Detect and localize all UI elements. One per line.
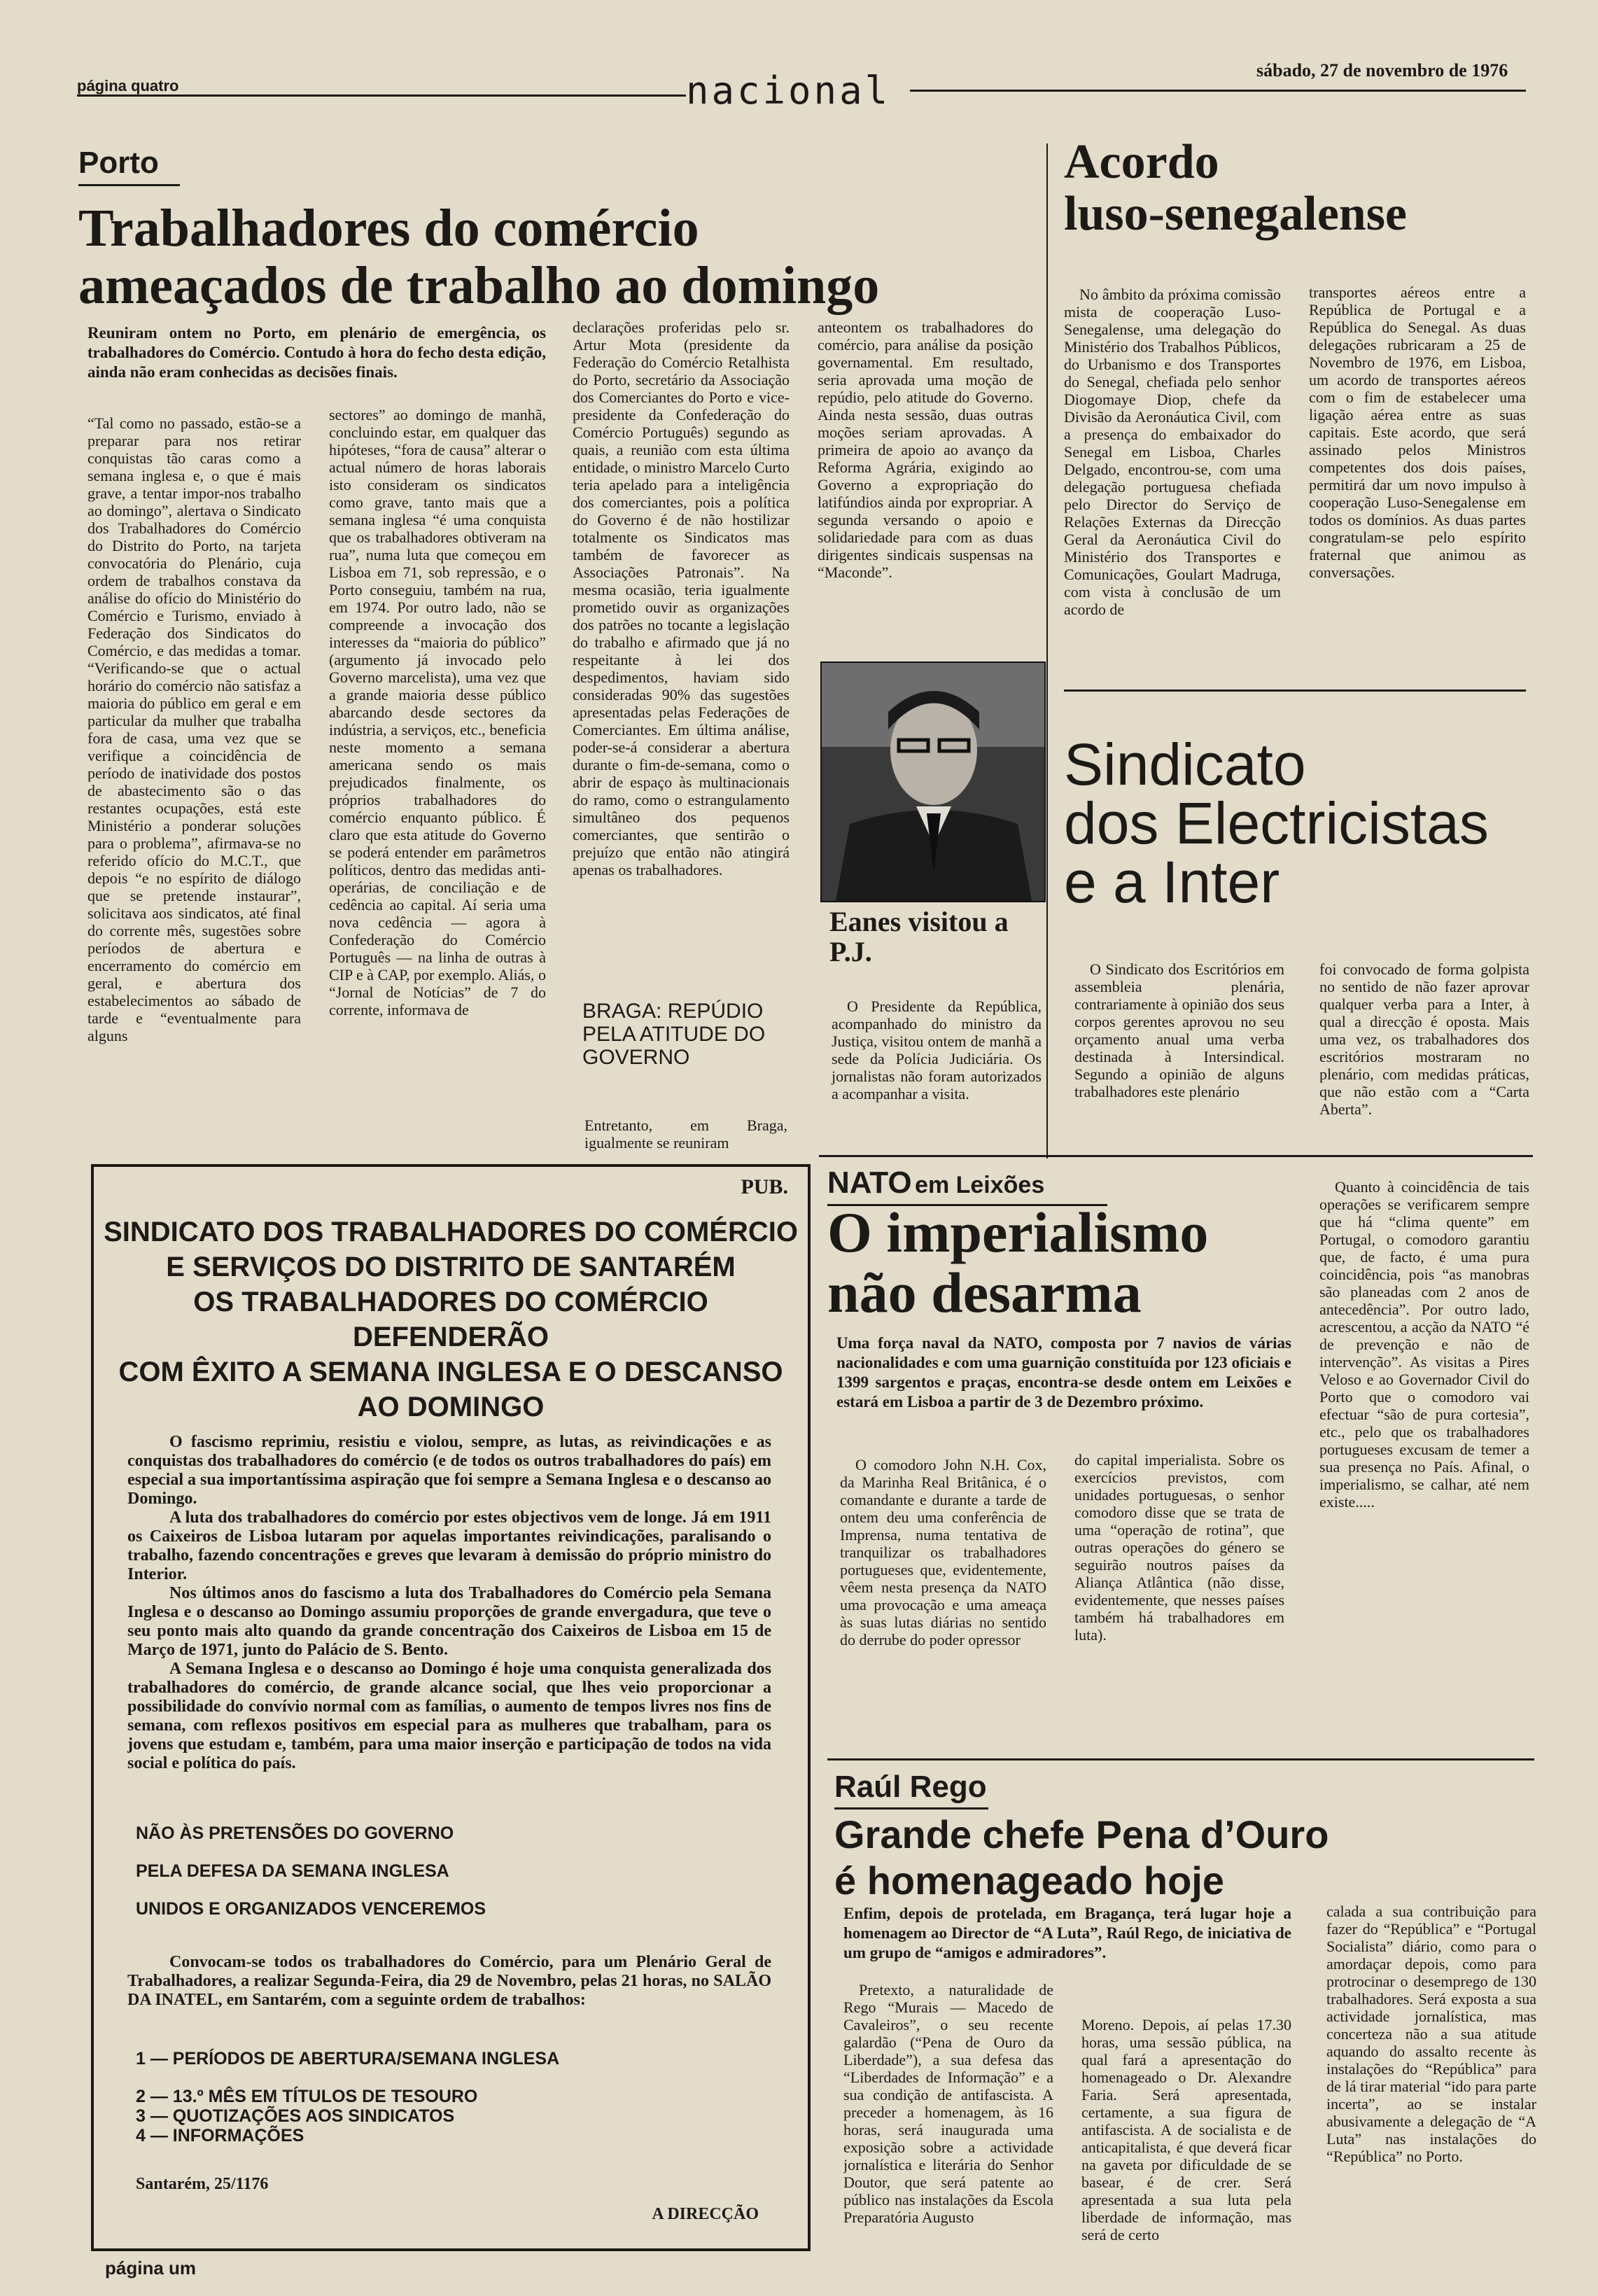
advert-slogan-1: NÃO ÀS PRETENSÕES DO GOVERNO <box>136 1823 454 1843</box>
agenda-item-4: 4 — INFORMAÇÕES <box>136 2126 304 2146</box>
porto-column-2: sectores” ao domingo de manhã, concluindo estar, em qualquer das hipóteses, “fora de causa” alterar o actual número de horas laborais isto consideram os sindicatos como grave, tanto mais que a semana inglesa “é uma conquista que os trabalhadores obtiveram na rua”, numa luta que começou em Lisboa em 71, sob repressão, e o Porto conseguiu, também na rua, em 1974. Por outro lado, não se compreende a invocação dos interesses da “maioria do público” (argumento já invocado pelo Governo marcelista), uma vez que a grande maioria desse público abarcando desde sectores da indústria, a serviços, etc., beneficia neste momento a semana americana sendo os mais prejudicados finalmente, os próprios trabalhadores do comércio enquanto público. É claro que esta atitude do Governo se poderá entender em parâmetros políticos, dentro das medidas anti-operárias, de conciliação e de cedência ao capital. Aí seria uma nova cedência — agora à Confederação do Comércio Português — na linha de outras à CIP e à CAP, por exemplo. Aliás, o “Jornal de Notícias” de 7 do corrente, informava de <box>329 406 546 1018</box>
footer-page-label: página um <box>105 2258 197 2278</box>
agenda-item-1: 1 — PERÍODOS DE ABERTURA/SEMANA INGLESA <box>136 2049 560 2068</box>
advert-paragraph-3: Nos últimos anos do fascismo a luta dos Trabalhadores do Comércio pela Semana Inglesa e o descanso ao Domingo assumiu proporções de grande envergadura, que teve o seu ponto mais alto quando da grande concentração dos Caixeiros de Lisboa em 15 de Março de 1971, junto do Palácio de S. Bento. <box>127 1584 771 1659</box>
advert-tag: PUB. <box>741 1175 788 1198</box>
advert-slogan-3: UNIDOS E ORGANIZADOS VENCEREMOS <box>136 1899 486 1919</box>
nato-headline-line-1: O imperialismo <box>827 1200 1209 1264</box>
advert-title-line-2: E SERVIÇOS DO DISTRITO DE SANTARÉM <box>166 1252 736 1282</box>
eanes-photo <box>820 662 1046 902</box>
column-divider <box>1046 144 1048 1158</box>
rego-kicker-rule <box>834 1807 988 1809</box>
advert-body <box>127 1433 771 1773</box>
nato-column-3: Quanto à coincidência de tais operações se verificarem sempre que há “clima quente” em Portugal, o comodoro garantiu que, de facto, é uma pura coincidência, pois “as manobras são planeadas com 2 anos de antecedência”. Por outro lado, acrescentou, a acção da NATO “é de prevenção e não de intervenção”. As visitas a Pires Veloso e ao Governador Civil do Porto que o comodoro vai efectuar “são de pura cortesia”, etc., pelo que os trabalhadores portugueses excusam de temer a sua presença no País. Afinal, o imperialismo, se calhar, até nem existe..... <box>1319 1178 1529 1511</box>
agenda-item-2: 2 — 13.º MÊS EM TÍTULOS DE TESOURO <box>136 2087 478 2106</box>
advert-paragraph-4: A Semana Inglesa e o descanso ao Domingo é hoje uma conquista generalizada dos trabalhadores do comércio, de grande alcance social, que lhes veio proporcionar a possibilidade do convívio normal com as famílias, o aumento de tempos livres nos fins de semana, com reflexos positivos em especial para as mulheres que trabalham, para os jovens que estudam e, também, para uma maior inserção e participação de todos na vida social e política do país. <box>127 1660 771 1772</box>
acordo-headline-line-2: luso-senegalense <box>1064 186 1407 241</box>
agenda-item-3: 3 — QUOTIZAÇÕES AOS SINDICATOS <box>136 2106 455 2126</box>
rego-headline <box>834 1812 1534 1904</box>
rego-headline-line-1: Grande chefe Pena d’Ouro <box>834 1812 1329 1856</box>
nato-headline-line-2: não desarma <box>827 1261 1142 1325</box>
advert-agenda <box>136 2049 559 2146</box>
nato-bottom-rule <box>827 1758 1534 1760</box>
advert-slogan-2: PELA DEFESA DA SEMANA INGLESA <box>136 1861 449 1881</box>
porto-headline <box>78 200 1044 314</box>
portrait-image <box>822 663 1044 901</box>
porto-kicker: Porto <box>78 146 159 180</box>
porto-headline-line-2: ameaçados de trabalho ao domingo <box>78 256 880 316</box>
rego-column-3: calada a sua contribuição para fazer do “República” e “Portugal Socialista” diário, como para o amordaçar depois, como para protrocinar o desemprego de 130 trabalhadores. Será exposta a sua actividade jornalística, mas concerteza não a sua atitude aquando do assalto recente às instalações do “República” para de lá tirar material “ido para parte incerta”, ao se instalar abusivamente a delegação de “A Luta” nas instalações do “República” no Porto. <box>1326 1903 1536 2165</box>
nato-column-2: do capital imperialista. Sobre os exercícios previstos, com unidades portuguesas, o senhor comodoro disse que se trata de uma “operação de rotina”, que outras operações do género se seguirão noutros países da Aliança Atlântica (não disse, evidentemente, que nesses países também há trabalhadores em luta). <box>1074 1451 1284 1644</box>
sindicato-headline-line-3: e a Inter <box>1064 849 1280 915</box>
porto-column-3: declarações proferidas pelo sr. Artur Mota (presidente da Federação do Comércio Retalhista do Porto, secretário da Associação dos Comerciantes do Porto e vice-presidente da Confederação do Comércio Português) segundo as quais, a reunião com esta última entidade, o ministro Marcelo Curto teria apelado para a inteligência dos comerciantes, pois a política do Governo é de não hostilizar totalmente os Sindicatos mas também de favorecer as Associações Patronais”. Na mesma ocasião, teria igualmente prometido ouvir as organizações dos patrões no tocante a legislação do trabalho e afirmado que já no respeitante à lei dos despedimentos, haviam sido consideradas 90% das sugestões apresentadas pelas Federações de Comerciantes. Em última análise, poder-se-á considerar a abertura durante o fim-de-semana, como o abrir de espaço às multinacionais do ramo, como o estrangulamento simultâneo dos pequenos comerciantes, que sentirão o prejuízo que então não atingirá apenas os trabalhadores. <box>573 318 790 878</box>
sindicato-headline <box>1064 732 1540 915</box>
advert-title <box>94 1214 808 1424</box>
mid-rule <box>819 1155 1533 1157</box>
advert-box <box>91 1164 811 2251</box>
header-rule-left <box>77 94 686 97</box>
nato-lead: Uma força naval da NATO, composta por 7 navios de várias nacionalidades e com uma guarnição constituída por 123 oficiais e 1399 sargentos e praças, encontra-se desde ontem em Leixões e estará em Lisboa a partir de 3 de Dezembro próximo. <box>836 1334 1291 1410</box>
sindicato-headline-line-1: Sindicato <box>1064 732 1306 797</box>
acordo-bottom-rule <box>1064 690 1526 692</box>
nato-kicker-2: em Leixões <box>915 1172 1045 1198</box>
advert-place-date: Santarém, 25/1176 <box>136 2175 269 2193</box>
nato-kicker <box>827 1166 1044 1200</box>
header-rule-right <box>910 90 1526 92</box>
acordo-column-1: No âmbito da próxima comissão mista de cooperação Luso-Senegalense, uma delegação do Ministério dos Trabalhos Públicos, do Urbanismo e dos Transportes do Senegal, chefiada pelo senhor Diogomaye Diop, chefe da Divisão da Aeronáutica Civil, com a presença do embaixador do Senegal em Lisboa, Charles Delgado, encontrou-se, com uma delegação portuguesa chefiada pelo Director do Serviço de Relações Externas da Direcção Geral da Aeronáutica Civil do Ministério dos Transportes e Comunicações, Goulart Madruga, com vista à conclusão de um acordo de <box>1064 286 1281 618</box>
acordo-headline <box>1064 136 1554 239</box>
advert-title-line-1: SINDICATO DOS TRABALHADORES DO COMÉRCIO <box>104 1217 798 1247</box>
advert-signature: A DIRECÇÃO <box>652 2205 759 2223</box>
acordo-column-2: transportes aéreos entre a República de Portugal e a República do Senegal. As duas delegações rubricaram a 25 de Novembro de 1976, em Lisboa, um acordo de transportes aéreos com o fim de estabelecer uma ligação aérea entre as suas capitais. Este acordo, que será assinado pelos Ministros competentes dos dois países, permitirá dar um novo impulso à cooperação Luso-Senegalense em todos os domínios. As duas partes congratulam-se pelo espírito fraternal que animou as conversações. <box>1309 284 1526 581</box>
rego-column-1: Pretexto, a naturalidade de Rego “Murais — Macedo de Cavaleiros”, o seu recente galardão (“Pena de Ouro da Liberdade”), a sua defesa das “Liberdades de Informação” e a sua condição de antifascista. A preceder a homenagem, às 16 horas, será inaugurada uma exposição sobre a actividade jornalística e literária do Senhor Doutor, que será patente ao público nas instalações da Escola Preparatória Augusto <box>843 1981 1053 2226</box>
nato-kicker-1: NATO <box>827 1166 912 1200</box>
braga-subhead: BRAGA: REPÚDIO PELA ATITUDE DO GOVERNO <box>582 1000 766 1069</box>
rego-kicker: Raúl Rego <box>834 1770 987 1804</box>
porto-headline-line-1: Trabalhadores do comércio <box>78 199 699 258</box>
advert-title-line-3: OS TRABALHADORES DO COMÉRCIO DEFENDERÃO <box>193 1287 708 1352</box>
nato-headline <box>827 1200 1317 1325</box>
advert-title-line-4: COM ÊXITO A SEMANA INGLESA E O DESCANSO <box>118 1357 783 1387</box>
sindicato-column-1: O Sindicato dos Escritórios em assembleia plenária, contrariamente à opinião dos seus corpos gerentes aprovou no seu orçamento anual uma verba destinada à Intersindical. Segundo a opinião de alguns trabalhadores este plenário <box>1074 960 1284 1100</box>
nato-column-1: O comodoro John N.H. Cox, da Marinha Real Britânica, é o comandante e durante a tarde de ontem deu uma conferência de Imprensa, numa tentativa de tranquilizar os trabalhadores portugueses que, evidentemente, vêem nesta presença da NATO uma provocação e uma ameaça às suas lutas diárias no sentido do derrube do poder opressor <box>840 1456 1046 1648</box>
advert-convocation: Convocam-se todos os trabalhadores do Comércio, para um Plenário Geral de Trabalhadores, a realizar Segunda-Feira, dia 29 de Novembro, pelas 21 horas, no SALÃO DA INATEL, em Santarém, com a seguinte ordem de trabalhos: <box>127 1953 771 2009</box>
rego-headline-line-2: é homenageado hoje <box>834 1858 1224 1903</box>
braga-text: Entretanto, em Braga, igualmente se reuniram <box>584 1116 787 1152</box>
advert-paragraph-2: A luta dos trabalhadores do comércio por estes objectivos vem de longe. Já em 1911 os Caixeiros de Lisboa lutaram por aquelas importantes reivindicações, paralisando o trabalho, fazendo concentrações e greves que levaram à demissão do próprio ministro do Interior. <box>127 1508 771 1583</box>
porto-column-1: “Tal como no passado, estão-se a preparar para nos retirar conquistas tão caras como a semana inglesa e, o que é mais grave, a tentar impor-nos trabalho ao domingo”, alertava o Sindicato dos Trabalhadores do Comércio do Distrito do Porto, na tarjeta convocatória do Plenário, cuja ordem de trabalhos constava da análise do ofício do Ministério do Comércio e Turismo, enviado à Federação dos Sindicatos do Comércio, e das medidas a tomar. “Verificando-se que o actual horário do comércio não satisfaz a maioria do público em geral e em particular da mulher que trabalha fora de casa, uma vez que se verifique a coincidência de período de inatividade dos postos de abastecimento são o das restantes ocupações, está este Ministério a ponderar soluções para o problema”, afirmava-se no referido ofício do M.C.T., que depois “e no espírito de diálogo que se pretende instaurar”, solicitava aos sindicatos, até final do corrente mês, sugestões sobre períodos de abertura e encerramento do comércio em geral, e abertura dos estabelecimentos ao sábado de tarde e “eventualmente para alguns <box>87 414 301 1044</box>
rego-column-2: Moreno. Depois, aí pelas 17.30 horas, uma sessão pública, na qual fará a apresentação do homenageado o Dr. Alexandre Faria. Será apresentada, certamente, a sua figura de antifascista. A de socialista e de anticapitalista, é que deverá ficar na gaveta por dificuldade de se basear, é de crer. Será apresentada a sua luta pela liberdade de informação, mas será de certo <box>1081 2016 1291 2244</box>
eanes-text: O Presidente da República, acompanhado do ministro da Justiça, visitou ontem de manhã a sede da Polícia Judiciária. Os jornalistas não foram autorizados a acompanhar a visita. <box>832 997 1042 1102</box>
advert-slogans <box>136 1814 486 1928</box>
eanes-headline: Eanes visitou a P.J. <box>829 906 1009 968</box>
advert-paragraph-1: O fascismo reprimiu, resistiu e violou, sempre, as lutas, as reivindicações e as conquistas dos trabalhadores do comércio (e de todos os outros trabalhadores do país) em especial a sua importantíssima aspiração que foi sempre a Semana Inglesa e o descanso ao Domingo. <box>127 1433 771 1508</box>
porto-lead: Reuniram ontem no Porto, em plenário de emergência, os trabalhadores do Comércio. Contudo à hora do fecho desta edição, ainda não eram conhecidas as decisões finais. <box>87 324 546 381</box>
acordo-headline-line-1: Acordo <box>1064 135 1219 189</box>
rego-lead: Enfim, depois de protelada, em Bragança, terá lugar hoje a homenagem ao Director de “A Luta”, Raúl Rego, de iniciativa de um grupo de “amigos e admiradores”. <box>843 1905 1291 1961</box>
advert-title-line-5: AO DOMINGO <box>357 1392 545 1422</box>
sindicato-column-2: foi convocado de forma golpista no sentido de não fazer aprovar qualquer verba para a Inter, à qual a direcção é oposta. Mais uma vez, os trabalhadores dos escritórios mostraram no plenário, com medidas práticas, que não estão com a “Carta Aberta”. <box>1319 960 1529 1118</box>
section-title: nacional <box>686 69 891 113</box>
porto-column-4: anteontem os trabalhadores do comércio, para análise da posição governamental. Em resultado, seria aprovada uma moção de repúdio, pelo atitude do Governo. Ainda nesta sessão, duas outras moções seriam aprovadas. A primeira de apoio ao avanço da Reforma Agrária, exigindo ao Governo a expropriação do latifúndios ainda por expropriar. A segunda versando o apoio e solidariedade para com as duas dirigentes sindicais suspensas na “Maconde”. <box>818 318 1033 581</box>
porto-kicker-rule <box>78 184 180 186</box>
page-label: página quatro <box>77 77 179 94</box>
sindicato-headline-line-2: dos Electricistas <box>1064 790 1489 856</box>
issue-date: sábado, 27 de novembro de 1976 <box>1256 60 1508 80</box>
